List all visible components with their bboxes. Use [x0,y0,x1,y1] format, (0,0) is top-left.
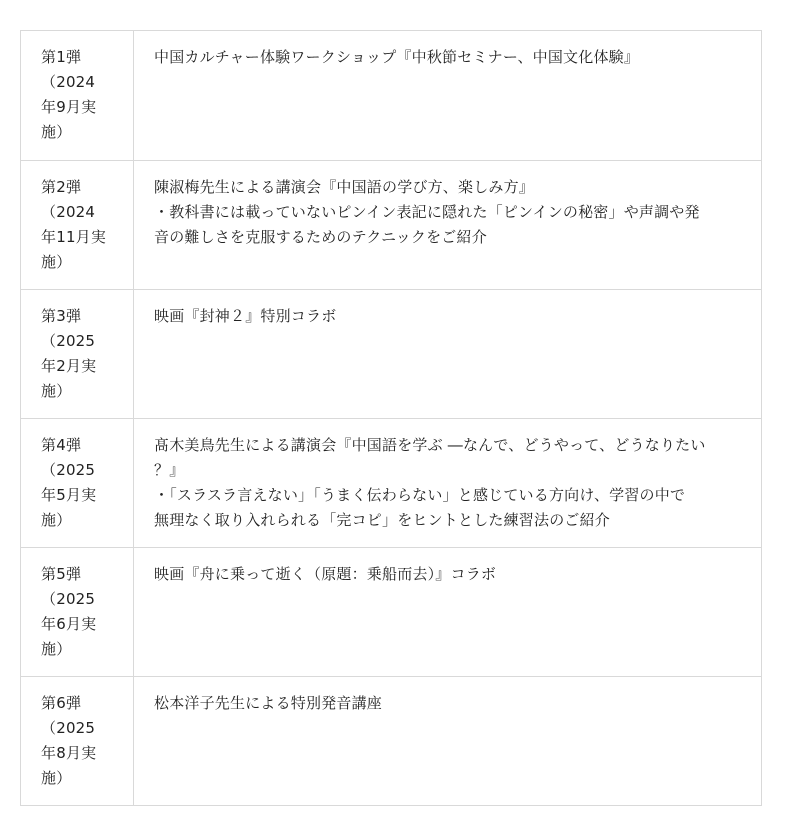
event-label-line: 年2月実 [41,357,97,375]
event-label-line: （2025 [41,461,96,479]
event-label-line: 施） [41,123,72,141]
event-label-line: （2024 [41,203,96,221]
event-label-line: （2025 [41,332,96,350]
event-description-line: 髙木美鳥先生による講演会『中国語を学ぶ ―なんで、どうやって、どうなりたい [154,436,706,454]
table-row [21,31,762,161]
event-label-line: 施） [41,769,72,787]
event-label-line: 施） [41,511,72,529]
event-number-cell [21,677,134,806]
table-row [21,161,762,290]
event-number-cell [21,548,134,677]
event-number-cell [21,161,134,290]
event-description-cell [134,31,762,161]
event-description-line: 音の難しさを克服するためのテクニックをご紹介 [154,228,487,246]
event-label-line: 年11月実 [41,228,107,246]
event-label-line: 第4弾 [41,436,82,454]
event-label-line: 第1弾 [41,48,82,66]
event-description-line: 中国カルチャー体験ワークショップ『中秋節セミナー、中国文化体験』 [154,48,640,66]
table-row [21,548,762,677]
event-description-cell [134,419,762,548]
event-description-line: 映画『封神２』特別コラボ [154,307,337,325]
event-description-line: 松本洋子先生による特別発音講座 [154,694,383,712]
event-label-line: 年6月実 [41,615,97,633]
event-label-line: （2025 [41,719,96,737]
table-row [21,419,762,548]
table-row [21,290,762,419]
event-label-line: 第3弾 [41,307,82,325]
event-schedule-table [20,30,762,806]
event-description-line: ・教科書には載っていないピンイン表記に隠れた「ピンインの秘密」や声調や発 [154,203,700,221]
event-description-line: ？』 [154,461,185,479]
event-description-line: 映画『舟に乗って逝く（原題：乗船而去）』コラボ [154,565,497,583]
event-label-line: （2024 [41,73,96,91]
event-number-cell [21,290,134,419]
event-label-line: 第5弾 [41,565,82,583]
event-label-line: 年8月実 [41,744,97,762]
event-description-cell [134,290,762,419]
event-label-line: （2025 [41,590,96,608]
event-label-line: 年9月実 [41,98,97,116]
event-number-cell [21,419,134,548]
event-description-cell [134,161,762,290]
event-description-line: 無理なく取り入れられる「完コピ」をヒントとした練習法のご紹介 [154,511,611,529]
event-description-line: 陳淑梅先生による講演会『中国語の学び方、楽しみ方』 [154,178,535,196]
event-label-line: 施） [41,640,72,658]
event-schedule-body [21,31,762,806]
event-description-cell [134,677,762,806]
event-label-line: 施） [41,253,72,271]
event-description-cell [134,548,762,677]
event-description-line: ・「スラスラ言えない」「うまく伝わらない」と感じている方向け、学習の中で [154,486,686,504]
event-label-line: 第6弾 [41,694,82,712]
event-label-line: 施） [41,382,72,400]
table-row [21,677,762,806]
event-label-line: 年5月実 [41,486,97,504]
event-label-line: 第2弾 [41,178,82,196]
event-number-cell [21,31,134,161]
